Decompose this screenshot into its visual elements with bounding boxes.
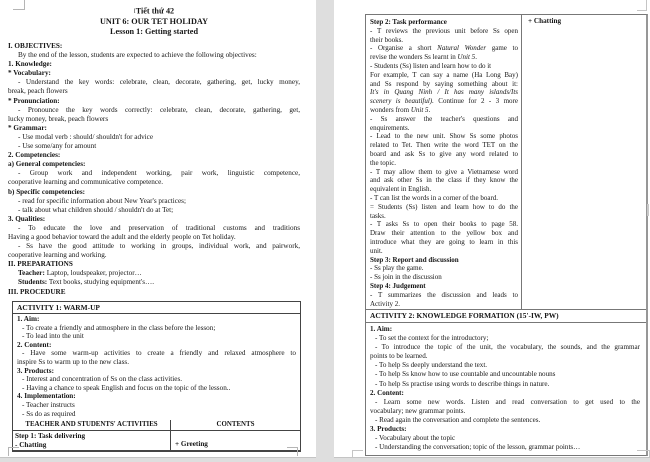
text-line: - Use modal verb : should/ shouldn't for advice: [18, 132, 154, 141]
text-line: 3. Products:: [370, 425, 407, 434]
text-line: Lesson 1: Getting started: [109, 26, 198, 36]
text-boundary-mark: [352, 450, 363, 458]
text-line: board and ask Ss to give any word related to: [370, 149, 518, 158]
text-line: * Pronunciation:: [8, 96, 60, 105]
text-line: [Tiết thứ 42: [133, 6, 175, 16]
text-line: - Group work and independent working, pair work, linguistic competence,: [18, 169, 300, 178]
text-line: III. PROCEDURE: [8, 287, 66, 296]
text-boundary-mark: [287, 447, 298, 456]
text-line: - read for specific information about New Year's practices;: [18, 196, 186, 205]
activity1-table: [12, 301, 301, 452]
text-line: - Vocabulary about the topic: [375, 434, 456, 443]
text-line: - Ss do as required: [22, 409, 76, 418]
text-line: UNIT 6: OUR TET HOLIDAY: [100, 16, 208, 26]
text-line: break, peach flowers: [8, 87, 68, 96]
text-line: - Ss have the good attitude to working in groups, individual work, and pairwork,: [18, 242, 300, 251]
text-line: Draw their attention to the yellow box and: [370, 229, 518, 238]
step1-row: [13, 431, 300, 450]
text-line: related to Tet. Then write the word TET on the: [370, 141, 518, 150]
step2-contents-cell: [522, 15, 646, 309]
text-line: - Have some warm-up activities to create a friendly and relaxed atmosphere to: [22, 349, 296, 358]
text-line: 1. Aim:: [370, 325, 393, 333]
text-line: - Teacher instructs: [22, 400, 75, 409]
step2-activities-cell: [366, 15, 522, 309]
text-line: - Pronounce the key words correctly: celebrate, clean, decorate, gathering, get,: [18, 105, 300, 114]
text-line: cooperative learning and working.: [8, 251, 107, 260]
text-line: - Understanding the conversation; topic of the lesson, grammar points…: [375, 443, 581, 452]
step1-contents-cell: [171, 431, 300, 450]
text-line: points to be learned.: [370, 352, 428, 361]
text-line: - To help Ss know how to use countable and uncountable nouns: [375, 370, 556, 379]
text-line: introduce what they are going to learn in this: [370, 237, 518, 246]
text-boundary-mark: [8, 447, 19, 456]
text-line: = Students (Ss) listen and learn how to do the: [370, 202, 518, 211]
text-line: * Grammar:: [8, 123, 47, 132]
lesson-title-block: [8, 6, 300, 37]
text-line: By the end of the lesson, students are expected to achieve the following objectives:: [18, 51, 257, 60]
column-header-contents: CONTENTS: [216, 421, 255, 429]
text-line: lucky money, break, peach flowers: [8, 114, 109, 123]
text-line: Teacher: Laptop, loudspeaker, projector…: [18, 269, 142, 278]
text-line: and Ss respond by saying something about it:: [370, 79, 518, 88]
text-line: * Vocabulary:: [8, 69, 51, 78]
step1-activities-cell: [13, 431, 171, 450]
text-line: inspire Ss to warm up to the new class.: [17, 357, 129, 366]
text-line: For example, T can say a name (Ha Long Bay): [370, 70, 518, 79]
left-page: [0, 0, 316, 458]
text-line: unit.: [370, 246, 383, 255]
text-line: - T may allow them to give a Vietnamese word: [370, 167, 518, 176]
text-line: revise the wonders Ss learnt in Unit 5.: [370, 53, 477, 62]
text-line: - To lead into the unit: [22, 332, 84, 341]
objectives-section: [8, 42, 300, 297]
text-line: 1. Aim:: [17, 315, 40, 323]
text-line: 2. Content:: [17, 340, 52, 349]
text-line: cooperative learning and communicative competence.: [8, 178, 164, 187]
text-line: - T asks Ss to open their books to page 58.: [370, 220, 518, 229]
text-line: a) General competencies:: [8, 160, 86, 169]
text-line: 2. Competencies:: [8, 151, 61, 160]
text-line: and ask other Ss in the class if they know the: [370, 176, 518, 185]
text-line: - Read again the conversation and complete the sentences.: [375, 415, 541, 424]
text-line: - talk about what children should / shouldn't do at Tet;: [18, 205, 174, 214]
activity1-title: ACTIVITY 1: WARM-UP: [13, 302, 300, 314]
text-line: - Organise a short Natural Wonder game to: [370, 44, 518, 53]
text-line: Step 4: Judgement: [370, 281, 426, 290]
text-line: - Students (Ss) listen and learn how to do it: [370, 61, 492, 70]
text-line: - Lead to the new unit. Show Ss some photos: [370, 132, 518, 141]
text-line: 1. Knowledge:: [8, 60, 52, 69]
text-line: It's in Quang Ninh / It has many islands/Its: [370, 88, 518, 97]
text-line: Step 3: Report and discussion: [370, 255, 459, 264]
activity-table-continued: [365, 14, 648, 456]
page-edge-mark: [647, 204, 649, 216]
text-line: vocabulary; new grammar points.: [370, 406, 466, 415]
text-line: Having a good behavior toward the adult and the elderly people on Tet holiday.: [8, 232, 236, 241]
text-line: - T can list the words in a corner of the board.: [370, 193, 499, 202]
text-line: 3. Products:: [17, 366, 55, 375]
text-line: - To set the context for the introductory;: [375, 334, 489, 343]
text-line: Students: Text books, studying equipment's….: [18, 278, 155, 287]
text-boundary-mark: [637, 450, 650, 458]
text-line: - Having a chance to speak English and focus on the topic of the lesson..: [22, 383, 231, 392]
text-line: - Ss join in the discussion: [370, 273, 442, 282]
text-line: scenery is beautiful). Continue for 2 - 3 more: [370, 97, 518, 106]
text-line: wonders from Unit 5.: [370, 105, 431, 114]
text-line: Step 1: Task delivering: [15, 431, 86, 440]
text-line: - Interest and concentration of Ss on the class activities.: [22, 375, 183, 384]
text-line: + Greeting: [175, 439, 208, 448]
text-line: b) Specific competencies:: [8, 187, 86, 196]
text-line: - Ss answer the teacher's questions and: [370, 114, 518, 123]
text-line: Step 2: Task performance: [370, 18, 447, 26]
activity1-body: [13, 314, 300, 420]
text-line: the topic.: [370, 158, 397, 167]
activity2-title: ACTIVITY 2: KNOWLEDGE FORMATION (15'-IW, PW): [366, 309, 646, 323]
step2-row: [366, 15, 646, 309]
text-line: - T summarizes the discussion and leads to: [370, 290, 518, 299]
text-line: - Ss play the game.: [370, 264, 424, 273]
text-line: - To help Ss deeply understand the text.: [375, 361, 488, 370]
text-line: I. OBJECTIVES:: [8, 42, 63, 50]
column-header-activities: TEACHER AND STUDENTS' ACTIVITIES: [13, 420, 171, 430]
text-line: - To educate the love and preservation of traditional customs and traditions: [18, 223, 300, 232]
activity1-column-headers: [13, 420, 300, 431]
text-line: tasks.: [370, 211, 386, 220]
text-line: 3. Qualities:: [8, 214, 46, 223]
text-line: - Learn some new words. Listen and read conversation to get used to the: [375, 397, 640, 406]
activity2-body: [366, 323, 646, 455]
text-line: - Use some/any for amount: [18, 142, 97, 151]
text-line: - To help Ss practise using words to describe things in nature.: [375, 379, 550, 388]
text-line: - T reviews the previous unit before Ss open: [370, 26, 518, 35]
text-line: - Understand the key words: celebrate, clean, decorate, gathering, get, lucky money,: [18, 78, 300, 87]
text-line: + Chatting: [528, 17, 562, 25]
text-line: equivalent in English.: [370, 185, 432, 194]
text-line: their books.: [370, 35, 404, 44]
text-line: - To introduce the topic of the unit, the vocabulary, the sounds, and the grammar: [375, 343, 640, 352]
text-boundary-mark: [637, 0, 647, 11]
text-line: Activity 2.: [370, 299, 400, 308]
text-line: II. PREPARATIONS: [8, 260, 73, 269]
text-line: enquirements.: [370, 123, 410, 132]
text-line: 2. Content:: [370, 388, 404, 397]
text-line: - To create a friendly and atmosphere in the class before the lesson;: [22, 323, 216, 332]
text-line: - Chatting: [15, 440, 47, 449]
text-line: 4. Implementation:: [17, 392, 76, 401]
right-page: [334, 0, 650, 458]
